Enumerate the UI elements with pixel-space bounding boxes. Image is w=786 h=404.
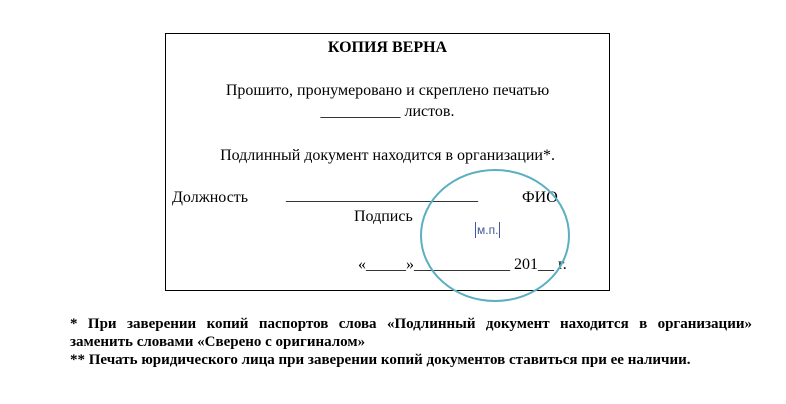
footnote-1: * При заверении копий паспортов слова «Подлинный документ находится в организации» заменить словами «Сверено с оригиналом» [70,316,752,350]
position-label: Должность [172,189,249,206]
stamp-text-line-1: Прошито, пронумеровано и скреплено печатью [225,82,550,99]
stamp-text-line-2: __________ листов. [320,103,455,120]
signature-label: Подпись [354,208,413,225]
fio-label: ФИО [522,189,558,206]
footnote-2: ** Печать юридического лица при заверении копий документов ставиться при ее наличии. [70,352,691,368]
stamp-original-location: Подлинный документ находится в организации*. [220,147,555,164]
footnotes [70,315,752,369]
stamp-title: КОПИЯ ВЕРНА [327,39,448,56]
position-blank-line: ________________________ [286,187,478,204]
date-line: «_____»____________ 201__ г. [358,256,567,273]
seal-placeholder-label: м.п. [477,223,499,237]
